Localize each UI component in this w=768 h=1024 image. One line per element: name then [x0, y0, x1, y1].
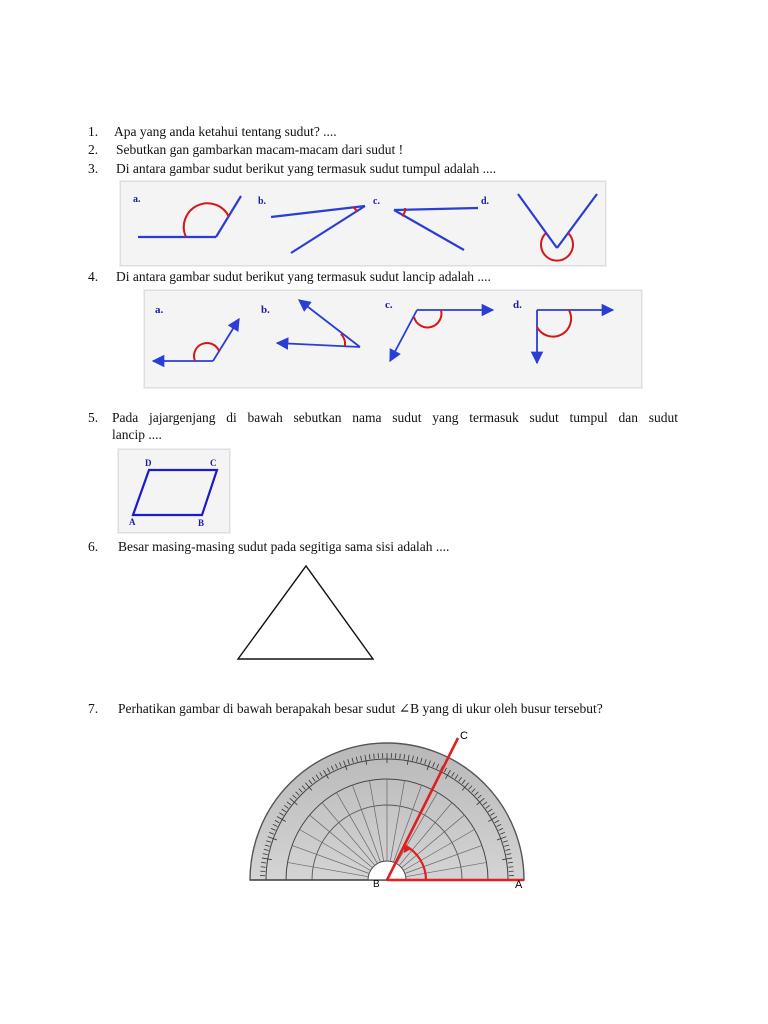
point-c-label: C — [460, 730, 468, 742]
question-number: 5. — [88, 410, 99, 425]
figure-protractor — [228, 726, 538, 896]
vertex-d-label: D — [145, 458, 152, 468]
question-text: Sebutkan gan gambarkan macam-macam dari sudut ! — [116, 142, 404, 157]
question-text: Di antara gambar sudut berikut yang termasuk sudut tumpul adalah .... — [116, 161, 497, 176]
option-c-label: c. — [373, 196, 380, 207]
question-text-continued: lancip .... — [112, 427, 162, 442]
question-text: Besar masing-masing sudut pada segitiga sama sisi adalah .... — [118, 539, 450, 554]
option-d-label: d. — [513, 299, 522, 311]
figure-equilateral-triangle — [230, 560, 380, 666]
point-b-label: B — [373, 879, 380, 890]
option-b — [261, 300, 360, 347]
option-d-label: d. — [481, 196, 490, 207]
option-d — [513, 299, 613, 363]
option-c — [373, 196, 478, 250]
option-a — [133, 194, 241, 237]
option-b-label: b. — [258, 196, 267, 207]
question-number: 3. — [88, 161, 99, 176]
parallelogram-shape — [133, 470, 217, 515]
question-number: 7. — [88, 701, 99, 716]
question-text: Pada jajargenjang di bawah sebutkan nama sudut yang termasuk sudut tumpul dan sudut — [112, 410, 678, 425]
option-d — [481, 194, 597, 261]
option-b — [258, 196, 365, 253]
option-a-label: a. — [133, 194, 141, 205]
vertex-a-label: A — [129, 517, 136, 527]
vertex-c-label: C — [210, 458, 217, 468]
question-text: Perhatikan gambar di bawah berapakah besar sudut ∠B yang di ukur oleh busur tersebut? — [118, 701, 603, 716]
question-number: 4. — [88, 269, 99, 284]
option-a-label: a. — [155, 304, 164, 316]
option-c-label: c. — [385, 299, 393, 311]
vertex-b-label: B — [198, 518, 205, 528]
figure-acute-angles — [144, 290, 642, 388]
question-text: Di antara gambar sudut berikut yang termasuk sudut lancip adalah .... — [116, 269, 491, 284]
option-b-label: b. — [261, 304, 270, 316]
option-a — [153, 304, 239, 361]
question-number: 6. — [88, 539, 99, 554]
question-number: 2. — [88, 142, 99, 157]
question-text: Apa yang anda ketahui tentang sudut? .... — [114, 124, 337, 139]
option-c — [385, 299, 493, 361]
point-a-label: A — [515, 879, 523, 891]
figure-parallelogram — [118, 449, 230, 533]
protractor-body — [250, 743, 524, 880]
figure-obtuse-angles — [120, 181, 606, 266]
question-number: 1. — [88, 124, 99, 139]
